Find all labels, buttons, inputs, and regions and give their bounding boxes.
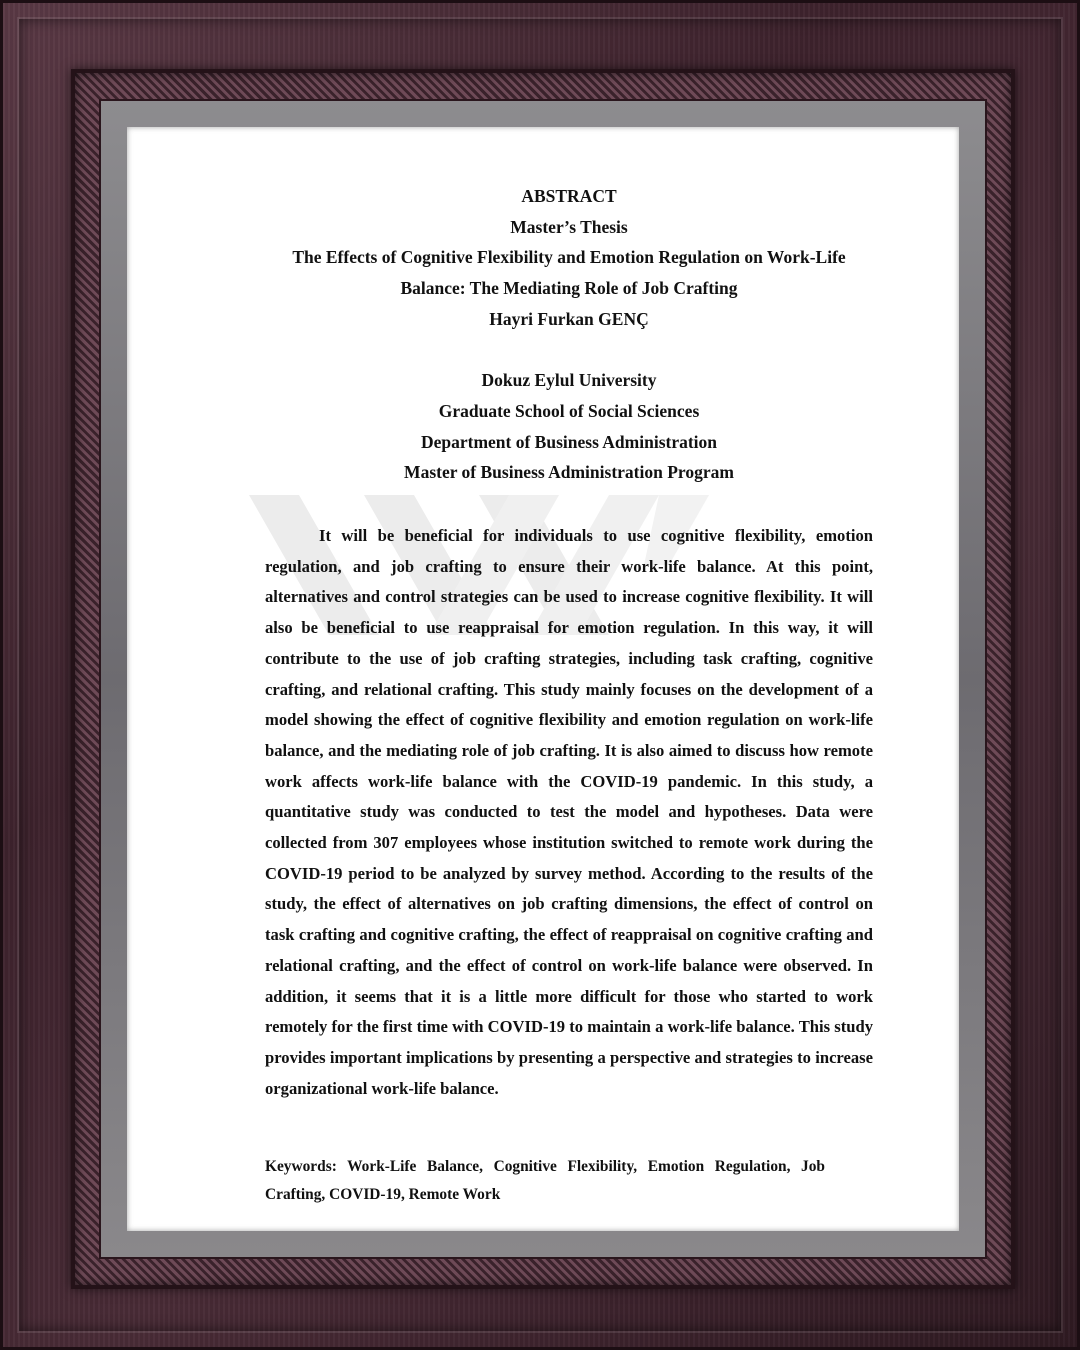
abstract-body: It will be beneficial for individuals to use cognitive flexibility, emotion regulation, and job crafting to ensure their work-life balance. At this point, alternatives and control strategies can be used to increase cognitive flexibility. It will also be beneficial to use reappraisal for emotion regulation. In this way, it will contribute to the use of job crafting strategies, including task crafting, cognitive crafting, and relational crafting. This study mainly focuses on the development of a model showing the effect of cognitive flexibility and emotion regulation on work-life balance, and the mediating role of job crafting. It is also aimed to discuss how remote work affects work-life balance with the COVID-19 pandemic. In this study, a quantitative study was conducted to test the model and hypotheses. Data were collected from 307 employees whose institution switched to remote work during the COVID-19 period to be analyzed by survey method. According to the results of the study, the effect of alternatives on job crafting dimensions, the effect of control on task crafting and cognitive crafting, the effect of reappraisal on cognitive crafting and relational crafting, and the effect of control on work-life balance were observed. In addition, it seems that it is a little more difficult for those who started to work remotely for the first time with COVID-19 to maintain a work-life balance. This study provides important implications by presenting a perspective and strategies to increase organizational work-life balance. <box>265 526 873 1098</box>
keywords: Keywords: Work-Life Balance, Cognitive Flexibility, Emotion Regulation, Job Crafting, COVID-19, Remote Work <box>265 1158 825 1203</box>
university-name: Dokuz Eylul University <box>481 370 657 391</box>
abstract-heading: ABSTRACT <box>521 186 617 206</box>
department-name: Department of Business Administration <box>420 431 718 452</box>
thesis-title-line-1: The Effects of Cognitive Flexibility and Emotion Regulation on Work-Life <box>292 247 846 268</box>
abstract-page <box>127 127 959 1231</box>
thesis-type: Master’s Thesis <box>510 216 628 237</box>
graduate-school: Graduate School of Social Sciences <box>438 400 700 421</box>
program-name: Master of Business Administration Program <box>404 462 734 483</box>
thesis-title-line-2: Balance: The Mediating Role of Job Crafting <box>400 278 738 299</box>
author-name: Hayri Furkan GENÇ <box>489 308 649 329</box>
header-spacer <box>127 335 959 366</box>
abstract-header <box>127 181 959 488</box>
